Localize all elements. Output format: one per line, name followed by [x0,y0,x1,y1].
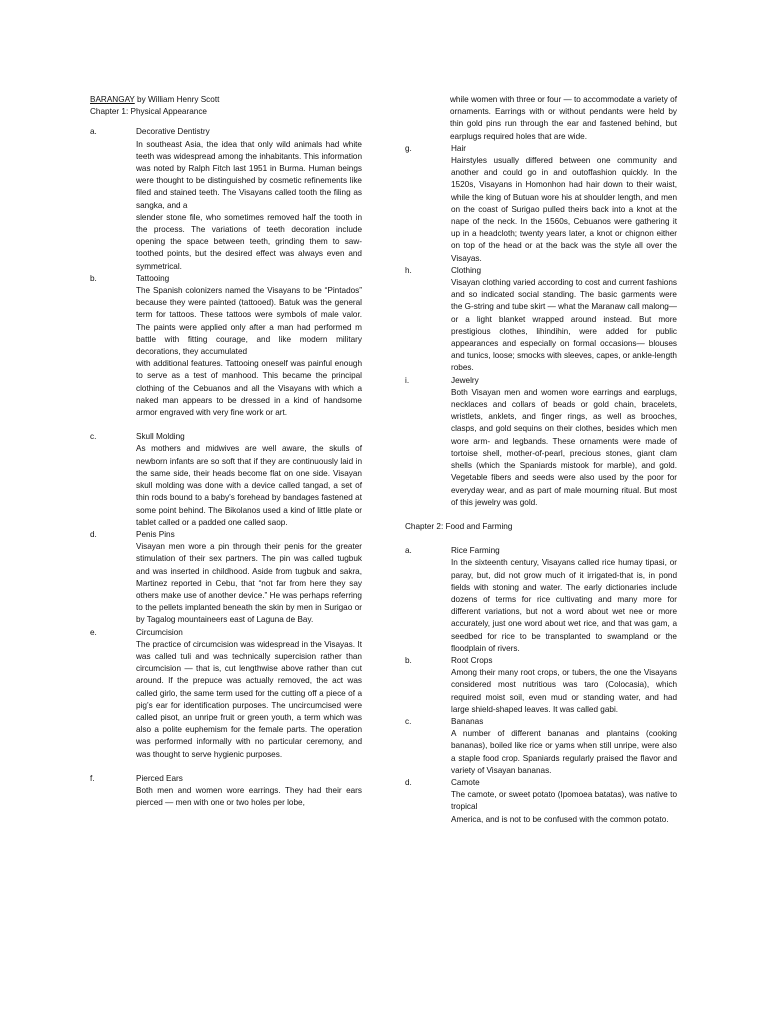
section-rice-farming [405,545,677,655]
section-heading: Root Crops [451,655,493,665]
pierced-ears-continuation: while women with three or four — to accommodate a variety of ornaments. Earrings with or without pendants were held by thin gold pins run through the ear and fastened behind, but earplugs required holes that are wide. [450,95,677,141]
section-heading: Decorative Dentistry [136,127,210,137]
section-letter: c. [405,716,412,726]
chapter-1-heading: Chapter 1: Physical Appearance [90,107,207,117]
section-heading: Clothing [451,265,482,275]
section-heading: Bananas [451,716,484,726]
section-paragraph: As mothers and midwives are well aware, the skulls of newborn infants are so soft that if they are continuously laid in the same side, their heads become flat on one side. Visayan skull molding was done with a device called tangad, a set of thin rods bound to a baby’s forehead by bandages fastened at some point behind. The Bikolanos used a kind of little plate or tablet called or a padded one called saop. [136,444,362,527]
section-letter: h. [405,265,412,275]
section-letter: g. [405,143,412,153]
section-paragraph: The Spanish colonizers named the Visayans to be “Pintados” because they were painted (tattooed). Batuk was the general term for tattoos. These tattoos were symbols of male valor. The paints were applied only after a man had performed m battle with fitting courage, and like modern military decorations, they accumulated [136,286,362,357]
section-paragraph: America, and is not to be confused with the common potato. [451,814,669,824]
section-heading: Tattooing [136,273,170,283]
section-paragraph: A number of different bananas and plantains (cooking bananas), boiled like rice or yams when still unripe, were also a staple food crop. Spaniards regularly praised the flavor and variety of Visayan bananas. [451,729,677,775]
section-letter: b. [405,655,412,665]
section-skull-molding [90,431,362,529]
section-jewelry [405,375,677,509]
section-heading: Rice Farming [451,546,500,556]
section-paragraph: Visayan men wore a pin through their penis for the greater stimulation of their sex partners. The pin was called tugbuk and was inserted in childhood. Aside from tugbuk and sakra, Martinez reported in Cebu, that “not far from here they say others make use of another device.” He was perhaps referring to the pellets implanted beneath the skin by men in Surigao or by Tagalog mountaineers east of Laguna de Bay. [136,542,362,625]
section-heading: Penis Pins [136,529,175,539]
section-penis-pins [90,529,362,627]
section-paragraph: Both men and women wore earrings. They had their ears pierced — men with one or two holes per lobe, [136,785,362,808]
section-letter: i. [405,375,410,385]
title-barangay: BARANGAY [90,95,135,104]
section-hair [405,143,677,265]
document-title [90,94,362,106]
section-bananas [405,716,677,777]
right-column [405,94,677,826]
section-circumcision [90,627,362,761]
section-tattooing [90,273,362,419]
section-letter: e. [90,627,97,637]
section-letter: a. [405,546,412,556]
section-paragraph: In the sixteenth century, Visayans called rice humay tipasi, or paray, but, did not grow much of it irrigated-that is, in pond fields with stoning and water. The early dictionaries include dozens of terms for rice cultivating and many more for different variations, but not a word about wet nee or more accurately, just one word about wet rice, and that was gam, a seedbed for rice to be transplanted to swampland or the floodplain of rivers. [451,558,677,653]
section-letter: f. [90,773,95,783]
chapter-2-heading: Chapter 2: Food and Farming [405,521,513,531]
section-paragraph: Visayan clothing varied according to cost and current fashions and so indicated social standing. The basic garments were the G-string and tube skirt — what the Maranaw call malong— or a light blanket wrapped around instead. But more prestigious clothes, lihindihin, were added for public appearances and especially on formal occasions— blouses and tunics, loose; smocks with sleeves, capes, or ankle-length robes. [451,278,677,373]
section-decorative-dentistry [90,126,362,272]
section-paragraph: The practice of circumcision was widespread in the Visayas. It was called tuli and was technically supercision rather than circumcision — that is, cut lengthwise above rather than cut around. If the prepuce was actually removed, the act was called girlo, the same term used for the cutting off a piece of a pig’s ear for identification purposes. The uncircumcised were called pisot, an unripe fruit or green youth, a term which was also a polite euphemism for the female parts. The operation was performed informally with no particular ceremony, and was thought to serve hygienic purposes. [136,639,362,759]
section-paragraph: Hairstyles usually differed between one community and another and could go in and outoffashion quickly. In the 1520s, Visayans in Homonhon had hair down to their waist, while the king of Butuan wore his at shoulder length, and men on the coast of Surigao pulled theirs back into a knot at the nape of the neck. In the 1560s, Cebuanos were gathering it up in a headcloth; twenty years later, a knot or chignon either on top of the head or at the back was the style all over the Visayas. [451,156,677,263]
left-column [90,94,362,809]
section-heading: Jewelry [451,375,479,385]
section-paragraph: The camote, or sweet potato (Ipomoea batatas), was native to tropical [451,790,677,812]
title-author: by William Henry Scott [134,95,220,104]
section-heading: Circumcision [136,627,183,637]
section-paragraph: In southeast Asia, the idea that only wild animals had white teeth was widespread among the inhabitants. This information was noted by Ralph Fitch last 1951 in Burma. Human beings were thought to be distinguished by cosmetic refinements like filed and stained teeth. The Visayans called tooth the filing as sangka, and a [136,139,362,210]
section-letter: c. [90,432,97,442]
section-heading: Hair [451,143,467,153]
section-heading: Camote [451,777,480,787]
section-letter: b. [90,273,97,283]
section-letter: d. [90,529,97,539]
section-camote [405,777,677,826]
section-heading: Skull Molding [136,432,185,442]
section-root-crops [405,655,677,716]
section-paragraph: slender stone file, who sometimes removed half the tooth in the process. The variations of teeth decoration include opening the space between teeth, grinding them to saw-toothed points, but the desired effect was always even and symmetrical. [136,212,362,271]
section-paragraph: Both Visayan men and women wore earrings and earplugs, necklaces and collars of beads or gold chain, bracelets, wristlets, anklets, and finger rings, as well as brooches, clasps, and gold sequins on their clothes, besides which men wore arm- and legbands. These ornaments were made of tortoise shell, mother-of-pearl, precious stones, giant clam shells (which the Spaniards mistook for marble), and gold. Vegetable fibers and seeds were also used by the poor for everyday wear, and as part of male mourning ritual. But most of this jewelry was gold. [451,387,677,507]
section-paragraph: with additional features. Tattooing oneself was painful enough to serve as a test of manhood. This became the principal clothing of the Cebuanos and all the Visayans with which a naked man appears to be dressed in a kind of handsome armor engraved with very fine work or art. [136,359,362,418]
section-clothing [405,265,677,375]
section-pierced-ears [90,773,362,810]
section-paragraph: Among their many root crops, or tubers, the one the Visayans considered most nutritious was taro (Colocasia), which required moist soil, even mud or standing water, and had large shield-shaped leaves. It was called gabi. [451,668,677,714]
section-heading: Pierced Ears [136,773,183,783]
section-letter: a. [90,127,97,137]
section-letter: d. [405,777,412,787]
